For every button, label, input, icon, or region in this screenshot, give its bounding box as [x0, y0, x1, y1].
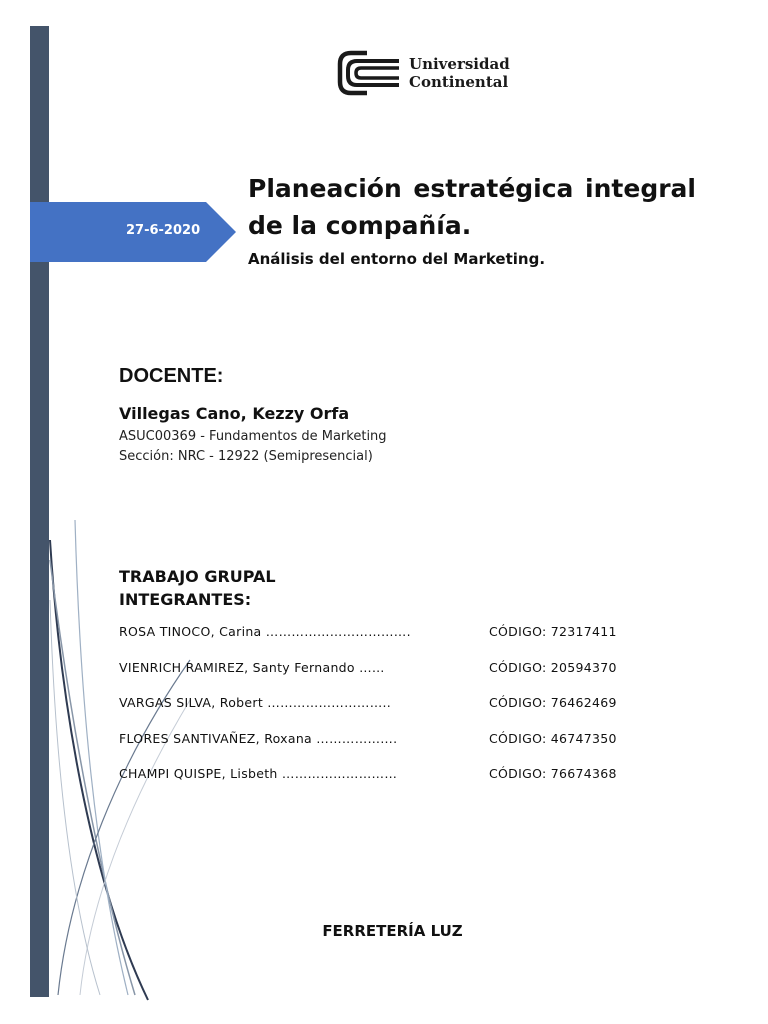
member-code: CÓDIGO: 76674368 — [489, 766, 617, 781]
course-line: ASUC00369 - Fundamentos de Marketing — [119, 429, 387, 444]
section-line: Sección: NRC - 12922 (Semipresencial) — [119, 449, 373, 464]
university-logo-icon — [337, 50, 399, 96]
docente-heading: DOCENTE: — [119, 365, 224, 387]
members-list — [119, 624, 669, 802]
member-row — [119, 695, 669, 731]
group-heading-line-1: TRABAJO GRUPAL — [119, 567, 276, 586]
member-code: CÓDIGO: 72317411 — [489, 624, 617, 639]
date-banner — [30, 202, 236, 262]
member-name: CHAMPI QUISPE, Lisbeth ……………………… — [119, 766, 398, 781]
group-heading — [119, 565, 276, 611]
member-code: CÓDIGO: 46747350 — [489, 730, 617, 746]
member-code: CÓDIGO: 76462469 — [489, 695, 617, 710]
member-name: VIENRICH RAMIREZ, Santy Fernando …… — [119, 659, 385, 675]
member-name: VARGAS SILVA, Robert ……………………….. — [119, 695, 392, 710]
member-row — [119, 731, 669, 767]
member-name: FLORES SANTIVAÑEZ, Roxana ………………. — [119, 730, 398, 746]
member-name: ROSA TINOCO, Carina ……………………………. — [119, 624, 411, 639]
member-code: CÓDIGO: 20594370 — [489, 659, 617, 675]
member-row — [119, 624, 669, 660]
date-text: 27-6-2020 — [126, 223, 201, 238]
university-logo — [337, 50, 510, 96]
document-title: Planeación estratégica integral de la compañía. — [248, 174, 696, 240]
document-subtitle: Análisis del entorno del Marketing. — [248, 250, 546, 268]
logo-line-2: Continental — [409, 73, 509, 91]
teacher-name: Villegas Cano, Kezzy Orfa — [119, 404, 350, 423]
logo-line-1: Universidad — [409, 55, 510, 73]
group-heading-line-2: INTEGRANTES: — [119, 590, 252, 609]
member-row — [119, 660, 669, 696]
member-row — [119, 766, 669, 802]
company-name: FERRETERÍA LUZ — [322, 922, 463, 940]
